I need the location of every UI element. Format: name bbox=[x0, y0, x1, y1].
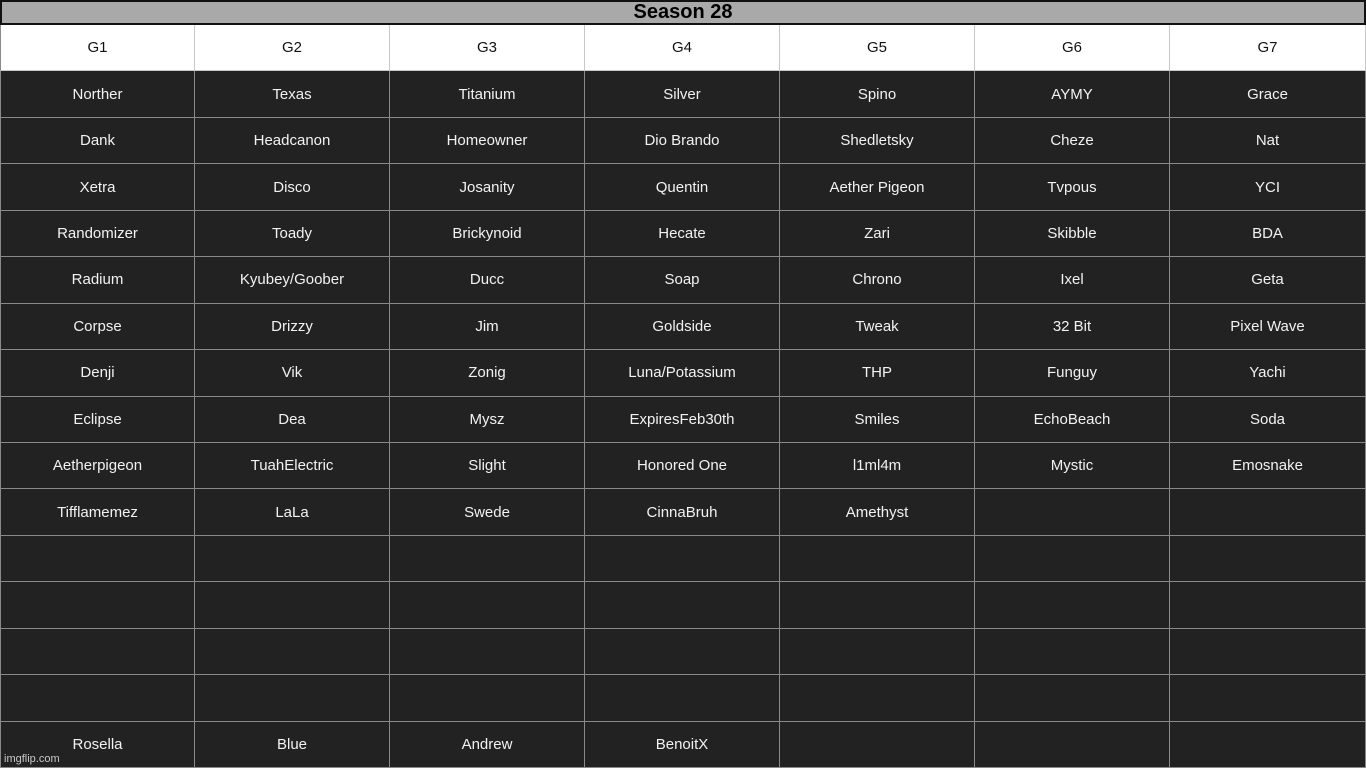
title-bar bbox=[0, 0, 1366, 25]
table-cell-r14-c7 bbox=[1170, 675, 1366, 721]
table-cell-r13-c3 bbox=[390, 629, 585, 675]
table-cell-r3-c4: Quentin bbox=[585, 164, 780, 210]
table-cell-r14-c4 bbox=[585, 675, 780, 721]
table-cell-r7-c6: Funguy bbox=[975, 350, 1170, 396]
column-header-3: G3 bbox=[390, 25, 585, 71]
table-cell-r14-c5 bbox=[780, 675, 975, 721]
table-cell-r9-c3: Slight bbox=[390, 443, 585, 489]
table-cell-r13-c4 bbox=[585, 629, 780, 675]
table-cell-r11-c6 bbox=[975, 536, 1170, 582]
table-cell-r10-c6 bbox=[975, 489, 1170, 535]
table-cell-r9-c2: TuahElectric bbox=[195, 443, 390, 489]
table-cell-r14-c3 bbox=[390, 675, 585, 721]
table-cell-r15-c2: Blue bbox=[195, 722, 390, 768]
table-cell-r13-c5 bbox=[780, 629, 975, 675]
table-cell-r5-c7: Geta bbox=[1170, 257, 1366, 303]
table-cell-r12-c1 bbox=[0, 582, 195, 628]
table-cell-r3-c1: Xetra bbox=[0, 164, 195, 210]
table-cell-r2-c7: Nat bbox=[1170, 118, 1366, 164]
table-cell-r6-c7: Pixel Wave bbox=[1170, 304, 1366, 350]
table-cell-r6-c2: Drizzy bbox=[195, 304, 390, 350]
table-cell-r14-c2 bbox=[195, 675, 390, 721]
table-cell-r10-c2: LaLa bbox=[195, 489, 390, 535]
table-cell-r12-c4 bbox=[585, 582, 780, 628]
watermark: imgflip.com bbox=[4, 753, 60, 765]
table-cell-r11-c7 bbox=[1170, 536, 1366, 582]
table-cell-r9-c5: l1ml4m bbox=[780, 443, 975, 489]
table-cell-r4-c1: Randomizer bbox=[0, 211, 195, 257]
table-cell-r4-c4: Hecate bbox=[585, 211, 780, 257]
table-cell-r12-c7 bbox=[1170, 582, 1366, 628]
table-cell-r6-c6: 32 Bit bbox=[975, 304, 1170, 350]
table-cell-r6-c4: Goldside bbox=[585, 304, 780, 350]
table-cell-r3-c5: Aether Pigeon bbox=[780, 164, 975, 210]
table-cell-r7-c5: THP bbox=[780, 350, 975, 396]
column-header-4: G4 bbox=[585, 25, 780, 71]
table-cell-r4-c7: BDA bbox=[1170, 211, 1366, 257]
table-cell-r6-c3: Jim bbox=[390, 304, 585, 350]
table-cell-r5-c2: Kyubey/Goober bbox=[195, 257, 390, 303]
table-cell-r2-c2: Headcanon bbox=[195, 118, 390, 164]
table-cell-r7-c7: Yachi bbox=[1170, 350, 1366, 396]
table-cell-r2-c4: Dio Brando bbox=[585, 118, 780, 164]
table-cell-r10-c7 bbox=[1170, 489, 1366, 535]
table-cell-r1-c2: Texas bbox=[195, 71, 390, 117]
table-cell-r12-c5 bbox=[780, 582, 975, 628]
table-cell-r1-c4: Silver bbox=[585, 71, 780, 117]
table-cell-r11-c3 bbox=[390, 536, 585, 582]
table-cell-r15-c4: BenoitX bbox=[585, 722, 780, 768]
table-cell-r2-c6: Cheze bbox=[975, 118, 1170, 164]
table-cell-r5-c6: Ixel bbox=[975, 257, 1170, 303]
table-cell-r10-c4: CinnaBruh bbox=[585, 489, 780, 535]
table-cell-r11-c5 bbox=[780, 536, 975, 582]
column-header-7: G7 bbox=[1170, 25, 1366, 71]
table-cell-r8-c6: EchoBeach bbox=[975, 397, 1170, 443]
table-cell-r8-c3: Mysz bbox=[390, 397, 585, 443]
table-cell-r1-c3: Titanium bbox=[390, 71, 585, 117]
table-cell-r12-c2 bbox=[195, 582, 390, 628]
table-cell-r9-c4: Honored One bbox=[585, 443, 780, 489]
table-cell-r1-c5: Spino bbox=[780, 71, 975, 117]
table-cell-r2-c5: Shedletsky bbox=[780, 118, 975, 164]
table-cell-r4-c6: Skibble bbox=[975, 211, 1170, 257]
table-cell-r13-c6 bbox=[975, 629, 1170, 675]
table-cell-r13-c2 bbox=[195, 629, 390, 675]
table-cell-r10-c3: Swede bbox=[390, 489, 585, 535]
table-cell-r12-c3 bbox=[390, 582, 585, 628]
table-cell-r8-c5: Smiles bbox=[780, 397, 975, 443]
table-cell-r11-c4 bbox=[585, 536, 780, 582]
table-cell-r3-c7: YCI bbox=[1170, 164, 1366, 210]
table-cell-r8-c1: Eclipse bbox=[0, 397, 195, 443]
table-cell-r10-c5: Amethyst bbox=[780, 489, 975, 535]
table-cell-r8-c4: ExpiresFeb30th bbox=[585, 397, 780, 443]
table-cell-r9-c6: Mystic bbox=[975, 443, 1170, 489]
table-cell-r2-c1: Dank bbox=[0, 118, 195, 164]
table-cell-r2-c3: Homeowner bbox=[390, 118, 585, 164]
table-cell-r12-c6 bbox=[975, 582, 1170, 628]
table-cell-r15-c5 bbox=[780, 722, 975, 768]
table-cell-r15-c1: Rosella bbox=[0, 722, 195, 768]
table-cell-r15-c6 bbox=[975, 722, 1170, 768]
table-cell-r1-c6: AYMY bbox=[975, 71, 1170, 117]
table-cell-r13-c1 bbox=[0, 629, 195, 675]
table-cell-r9-c7: Emosnake bbox=[1170, 443, 1366, 489]
table-cell-r6-c5: Tweak bbox=[780, 304, 975, 350]
table-cell-r8-c2: Dea bbox=[195, 397, 390, 443]
table-cell-r3-c2: Disco bbox=[195, 164, 390, 210]
table-cell-r5-c5: Chrono bbox=[780, 257, 975, 303]
table-cell-r5-c1: Radium bbox=[0, 257, 195, 303]
table-cell-r1-c1: Norther bbox=[0, 71, 195, 117]
column-header-1: G1 bbox=[0, 25, 195, 71]
table-cell-r7-c2: Vik bbox=[195, 350, 390, 396]
table-cell-r11-c2 bbox=[195, 536, 390, 582]
column-header-2: G2 bbox=[195, 25, 390, 71]
column-header-6: G6 bbox=[975, 25, 1170, 71]
table-cell-r14-c1 bbox=[0, 675, 195, 721]
column-header-5: G5 bbox=[780, 25, 975, 71]
table-cell-r15-c7 bbox=[1170, 722, 1366, 768]
table-cell-r3-c6: Tvpous bbox=[975, 164, 1170, 210]
table-cell-r3-c3: Josanity bbox=[390, 164, 585, 210]
table-cell-r15-c3: Andrew bbox=[390, 722, 585, 768]
table-cell-r9-c1: Aetherpigeon bbox=[0, 443, 195, 489]
table-cell-r5-c3: Ducc bbox=[390, 257, 585, 303]
table-cell-r4-c5: Zari bbox=[780, 211, 975, 257]
table-cell-r8-c7: Soda bbox=[1170, 397, 1366, 443]
table-cell-r6-c1: Corpse bbox=[0, 304, 195, 350]
season-table bbox=[0, 25, 1366, 768]
table-cell-r1-c7: Grace bbox=[1170, 71, 1366, 117]
table-cell-r13-c7 bbox=[1170, 629, 1366, 675]
table-cell-r4-c2: Toady bbox=[195, 211, 390, 257]
table-cell-r4-c3: Brickynoid bbox=[390, 211, 585, 257]
table-cell-r7-c3: Zonig bbox=[390, 350, 585, 396]
table-cell-r11-c1 bbox=[0, 536, 195, 582]
table-cell-r7-c1: Denji bbox=[0, 350, 195, 396]
table-cell-r10-c1: Tifflamemez bbox=[0, 489, 195, 535]
table-cell-r7-c4: Luna/Potassium bbox=[585, 350, 780, 396]
table-cell-r5-c4: Soap bbox=[585, 257, 780, 303]
table-cell-r14-c6 bbox=[975, 675, 1170, 721]
page-title: Season 28 bbox=[633, 1, 733, 23]
